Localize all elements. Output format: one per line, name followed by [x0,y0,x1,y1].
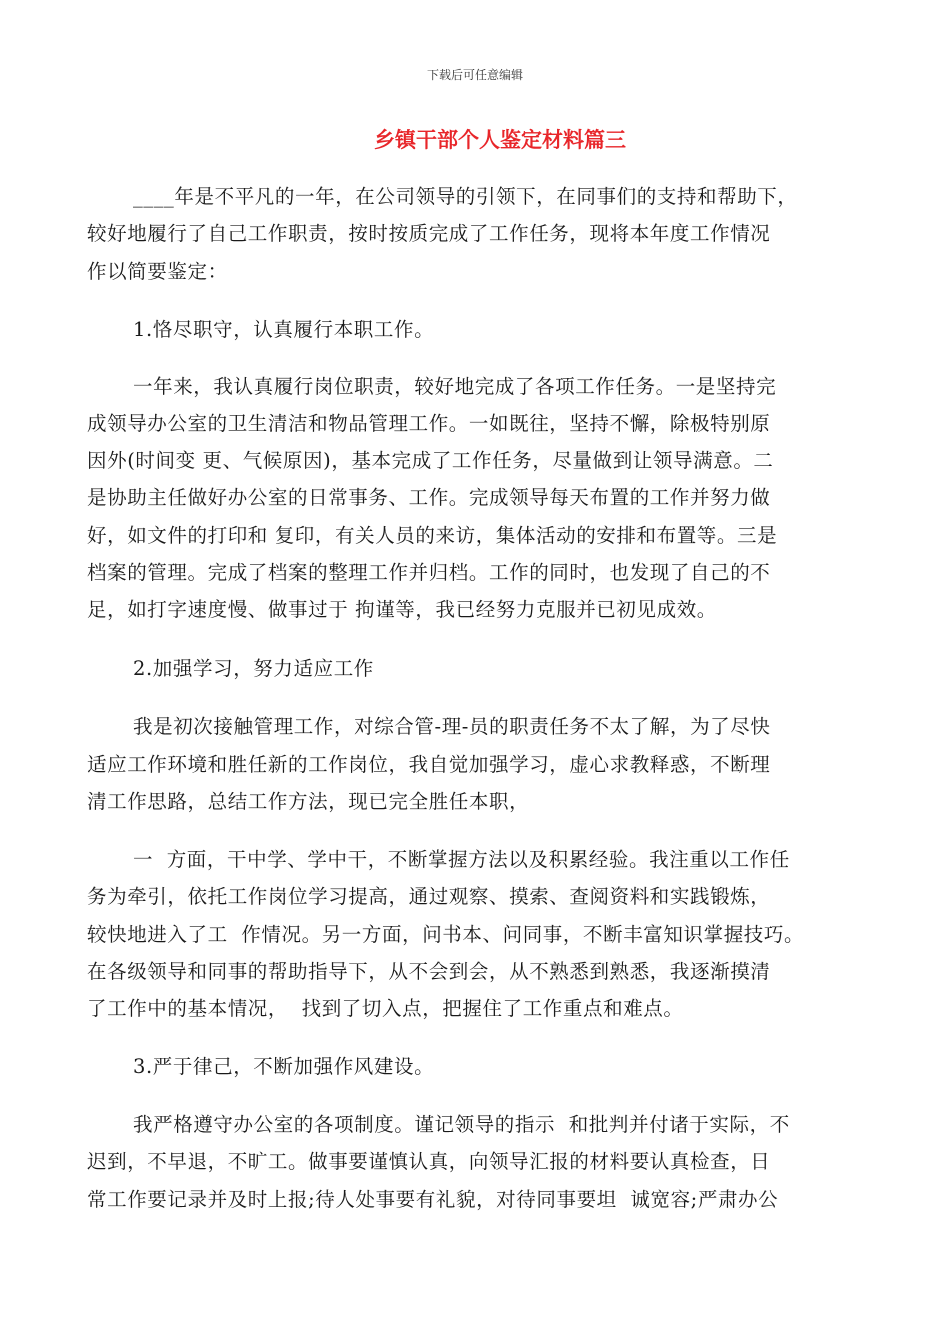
text-line: 是协助主任做好办公室的日常事务、工作。完成领导每天布置的工作并努力做 [87,486,771,509]
text-line: 务为牵引，依托工作岗位学习提高，通过观察、摸索、查阅资料和实践锻炼， [87,885,771,908]
section-heading: 3.严于律己，不断加强作风建设。 [133,1055,435,1078]
text-line: 较好地履行了自己工作职责，按时按质完成了工作任务，现将本年度工作情况 [87,222,771,245]
text-line: 我是初次接触管理工作，对综合管-理-员的职责任务不太了解，为了尽快 [133,715,771,738]
text-line: 足，如打字速度慢、做事过于 拘谨等，我已经努力克服并已初见成效。 [87,598,717,621]
text-line: ____年是不平凡的一年，在公司领导的引领下，在同事们的支持和帮助下， [133,185,798,208]
text-line: 在各级领导和同事的帮助指导下，从不会到会，从不熟悉到熟悉，我逐渐摸清 [87,960,771,983]
text-line: 一年来，我认真履行岗位职责，较好地完成了各项工作任务。一是坚持完 [133,375,777,398]
header-note: 下载后可任意编辑 [426,68,523,82]
text-line: 常工作要记录并及时上报;待人处事要有礼貌，对待同事要坦 诚宽容;严肃办公 [87,1188,779,1211]
section-heading: 1.恪尽职守，认真履行本职工作。 [133,318,435,341]
text-line: 迟到，不早退，不旷工。做事要谨慎认真，向领导汇报的材料要认真检查，日 [87,1150,771,1173]
text-line: 作以简要鉴定： [87,260,228,283]
text-line: 清工作思路，总结工作方法，现已完全胜任本职， [87,790,530,813]
text-line: 适应工作环境和胜任新的工作岗位，我自觉加强学习，虚心求教释惑，不断理 [87,753,771,776]
text-line: 好，如文件的打印和 复印，有关人员的来访，集体活动的安排和布置等。三是 [87,524,778,547]
text-line: 档案的管理。完成了档案的整理工作并归档。工作的同时，也发现了自己的不 [87,561,771,584]
text-line: 较快地进入了工 作情况。另一方面，问书本、问同事，不断丰富知识掌握技巧。 [87,923,805,946]
text-line: 了工作中的基本情况， 找到了切入点，把握住了工作重点和难点。 [87,997,684,1020]
text-line: 成领导办公室的卫生清洁和物品管理工作。一如既往，坚持不懈，除极特别原 [87,412,771,435]
text-line: 我严格遵守办公室的各项制度。谨记领导的指示 和批判并付诸于实际，不 [133,1113,790,1136]
page-title: 乡镇干部个人鉴定材料篇三 [374,128,626,152]
text-line: 因外(时间变 更、气候原因)，基本完成了工作任务，尽量做到让领导满意。二 [87,449,774,472]
section-heading: 2.加强学习，努力适应工作 [133,657,374,680]
text-line: 一 方面，干中学、学中干，不断掌握方法以及积累经验。我注重以工作任 [133,848,790,871]
